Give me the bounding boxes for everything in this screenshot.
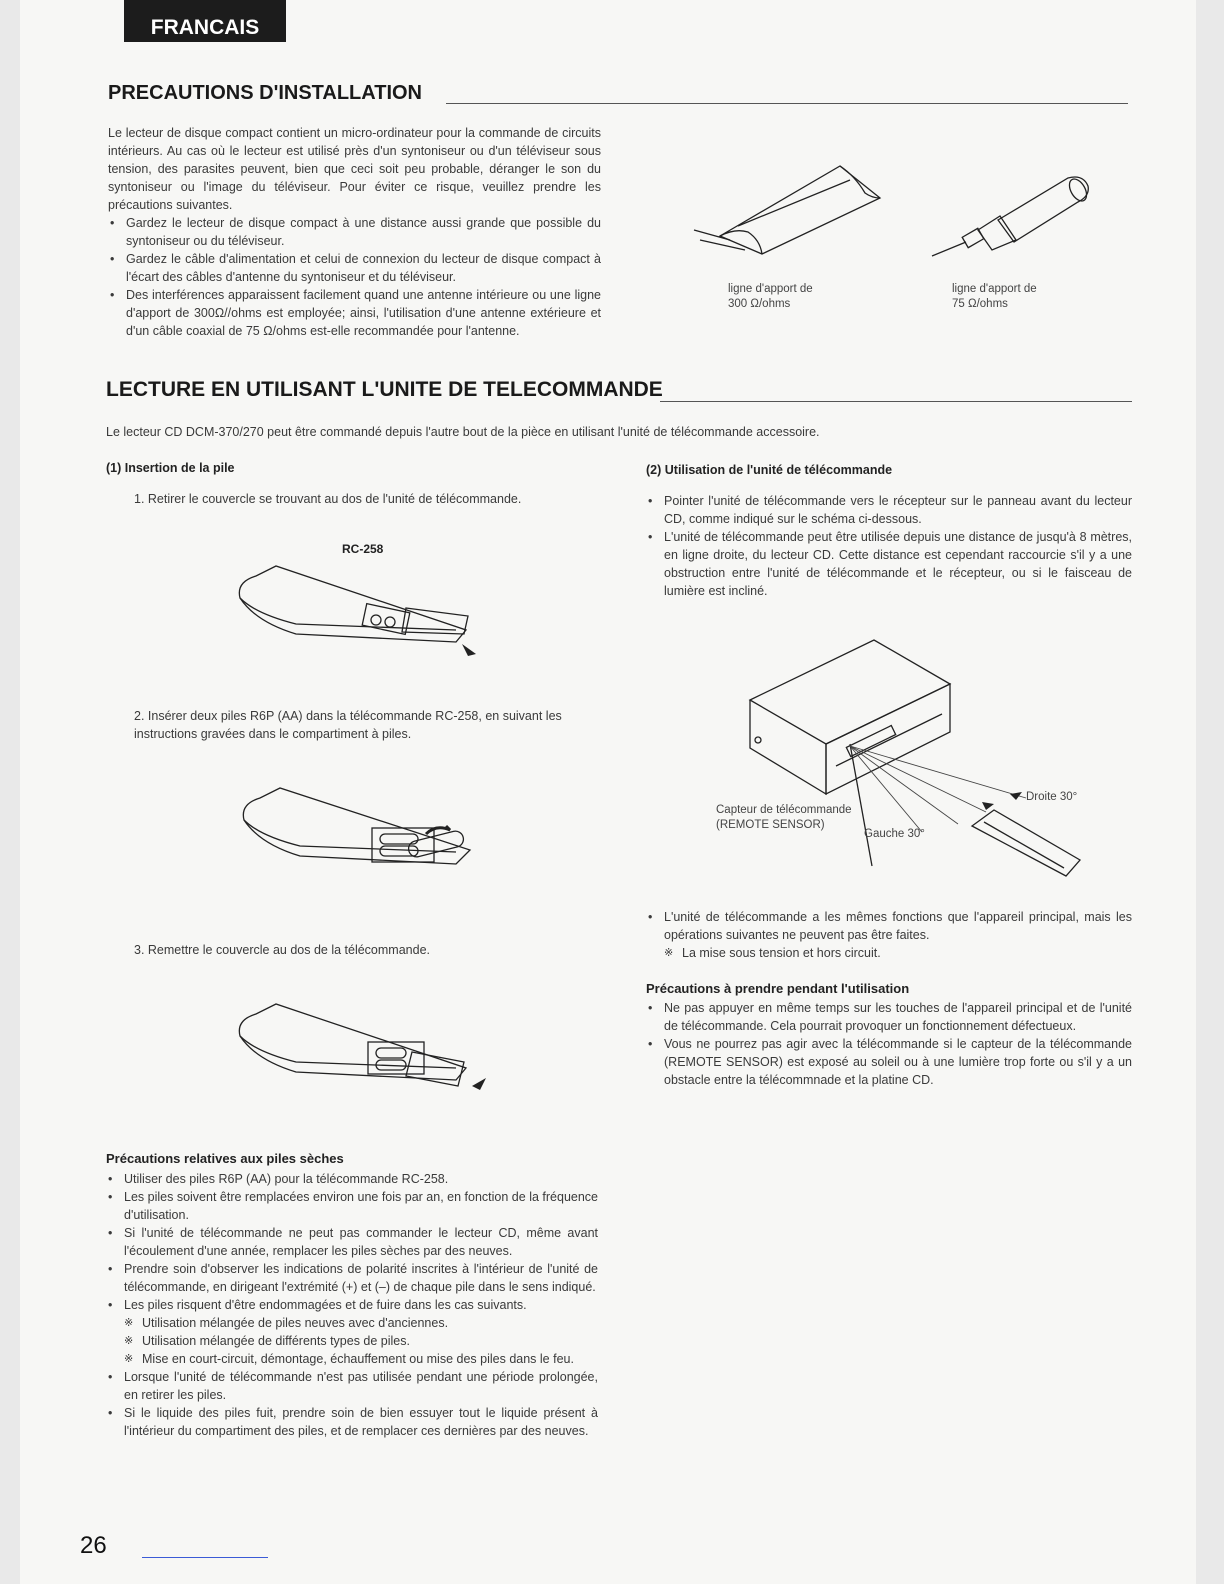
remote-title: LECTURE EN UTILISANT L'UNITE DE TELECOMMANDE	[106, 378, 663, 401]
remote-title-rule	[660, 401, 1132, 402]
coaxial-cable-illustration	[928, 170, 1098, 260]
remote-cover-replace-illustration	[236, 1000, 486, 1110]
flat-feeder-label-line2: 300 Ω/ohms	[728, 298, 791, 310]
right-angle-label: Droite 30°	[1026, 791, 1078, 803]
sub-item: ※ Utilisation mélangée de piles neuves avec d'anciennes.	[124, 1314, 598, 1332]
list-item	[106, 1296, 598, 1368]
list-item: • L'unité de télécommande peut être utilisée depuis une distance de jusqu'à 8 mètres, en ligne droite, du lecteur CD. Cette distance est cependant raccourcie s'il y a une obstruction entre l'unité de télécommande et le récepteur, ou si le faisceau de lumière est incliné.	[646, 528, 1132, 600]
list-item: • Si l'unité de télécommande ne peut pas commander le lecteur CD, même avant l'écoulement d'une année, remplacer les piles sèches par des neuves.	[106, 1224, 598, 1260]
functions-note	[646, 908, 1132, 962]
battery-precautions-heading: Précautions relatives aux piles sèches	[106, 1151, 344, 1166]
battery-insertion-illustration	[240, 784, 480, 884]
sub-item: ※ Mise en court-circuit, démontage, échauffement ou mise des piles dans le feu.	[124, 1350, 598, 1368]
usage-heading: (2) Utilisation de l'unité de télécommande	[646, 463, 893, 477]
coaxial-label-line1: ligne d'apport de	[952, 283, 1037, 295]
list-item: • Vous ne pourrez pas agir avec la télécommande si le capteur de la télécommande (REMOTE SENSOR) est exposé au soleil ou à une lumière trop forte ou s'il y a un obstacle entre la télécommnade et la platine CD.	[646, 1035, 1132, 1089]
list-item: • Prendre soin d'observer les indications de polarité inscrites à l'intérieur de l'unité de télécommande, en dirigeant l'extrémité (+) et (–) de chaque pile dans le sens indiqué.	[106, 1260, 598, 1296]
list-item: • Si le liquide des piles fuit, prendre soin de bien essuyer tout le liquide présent à l'intérieur du compartiment des piles, et de remplacer ces dernières par des neuves.	[106, 1404, 598, 1440]
remote-model-label: RC-258	[342, 542, 384, 556]
language-tab: FRANCAIS	[124, 0, 286, 42]
flat-feeder-label-line1: ligne d'apport de	[728, 283, 813, 295]
battery-step-3: 3. Remettre le couvercle au dos de la télécommande.	[134, 943, 430, 957]
list-item: • Pointer l'unité de télécommande vers le récepteur sur le panneau avant du lecteur CD, comme indiqué sur le schéma ci-dessous.	[646, 492, 1132, 528]
list-item: • Des interférences apparaissent facilement quand une antenne intérieure ou une ligne d'apport de 300Ω//ohms est employée; ainsi, l'utilisation d'une antenne extérieure et d'un câble coaxial de 75 Ω/ohms est-elle recommandée pour l'antenne.	[108, 286, 601, 340]
coaxial-label	[952, 282, 1037, 312]
list-item: • Utiliser des piles R6P (AA) pour la télécommande RC-258.	[106, 1170, 598, 1188]
installation-title-rule	[446, 103, 1128, 104]
usage-precautions-list	[646, 999, 1132, 1089]
remote-sensor-label-line1: Capteur de télécommande	[716, 804, 852, 816]
battery-precautions-list	[106, 1170, 598, 1440]
installation-text	[108, 124, 601, 340]
list-item: • Ne pas appuyer en même temps sur les touches de l'appareil principal et de l'unité de télécommande. Cela pourrait provoquer un fonctionnement défectueux.	[646, 999, 1132, 1035]
remote-cover-removal-illustration	[236, 562, 486, 672]
list-item: • Les piles soivent être remplacées environ une fois par an, en fonction de la fréquence d'utilisation.	[106, 1188, 598, 1224]
left-angle-label: Gauche 30°	[864, 828, 925, 840]
remote-sensor-label-line2: (REMOTE SENSOR)	[716, 819, 825, 831]
remote-intro: Le lecteur CD DCM-370/270 peut être commandé depuis l'autre bout de la pièce en utilisant l'unité de télécommande accessoire.	[106, 425, 820, 439]
footer-rule	[142, 1557, 268, 1558]
remote-sensor-label	[716, 803, 852, 833]
battery-step-1: 1. Retirer le couvercle se trouvant au dos de l'unité de télécommande.	[134, 492, 522, 506]
flat-feeder-cable-illustration	[690, 158, 890, 268]
coaxial-label-line2: 75 Ω/ohms	[952, 298, 1008, 310]
page-number: 26	[80, 1532, 107, 1559]
sub-item: ※ La mise sous tension et hors circuit.	[664, 944, 1132, 962]
list-item-text: Les piles risquent d'être endommagées et de fuire dans les cas suivants.	[124, 1298, 527, 1312]
flat-feeder-label	[728, 282, 813, 312]
installation-title: PRECAUTIONS D'INSTALLATION	[108, 82, 423, 104]
list-item-text: L'unité de télécommande a les mêmes fonctions que l'appareil principal, mais les opérations suivantes ne peuvent pas être faites.	[664, 910, 1132, 942]
usage-list	[646, 492, 1132, 600]
list-item: • Lorsque l'unité de télécommande n'est pas utilisée pendant une période prolongée, en retirer les piles.	[106, 1368, 598, 1404]
list-item	[646, 908, 1132, 962]
list-item: • Gardez le lecteur de disque compact à une distance aussi grande que possible du syntoniseur ou du téléviseur.	[108, 214, 601, 250]
list-item: • Gardez le câble d'alimentation et celui de connexion du lecteur de disque compact à l'écart des câbles d'antenne du syntoniseur et du téléviseur.	[108, 250, 601, 286]
sub-item: ※ Utilisation mélangée de différents types de piles.	[124, 1332, 598, 1350]
installation-bullets	[108, 214, 601, 340]
battery-heading: (1) Insertion de la pile	[106, 461, 235, 475]
usage-precautions-heading: Précautions à prendre pendant l'utilisation	[646, 981, 910, 996]
installation-intro: Le lecteur de disque compact contient un micro-ordinateur pour la commande de circuits intérieurs. Au cas où le lecteur est utilisé près d'un syntoniseur ou d'un téléviseur sous tension, des parasites peuvent, bien que ceci soit peu probable, déranger le son du syntoniseur ou l'image du téléviseur. Pour éviter ce risque, veuillez prendre les précautions suivantes.	[108, 126, 601, 212]
battery-step-2: 2. Insérer deux piles R6P (AA) dans la télécommande RC-258, en suivant les instructions gravées dans le compartiment à piles.	[134, 709, 562, 741]
